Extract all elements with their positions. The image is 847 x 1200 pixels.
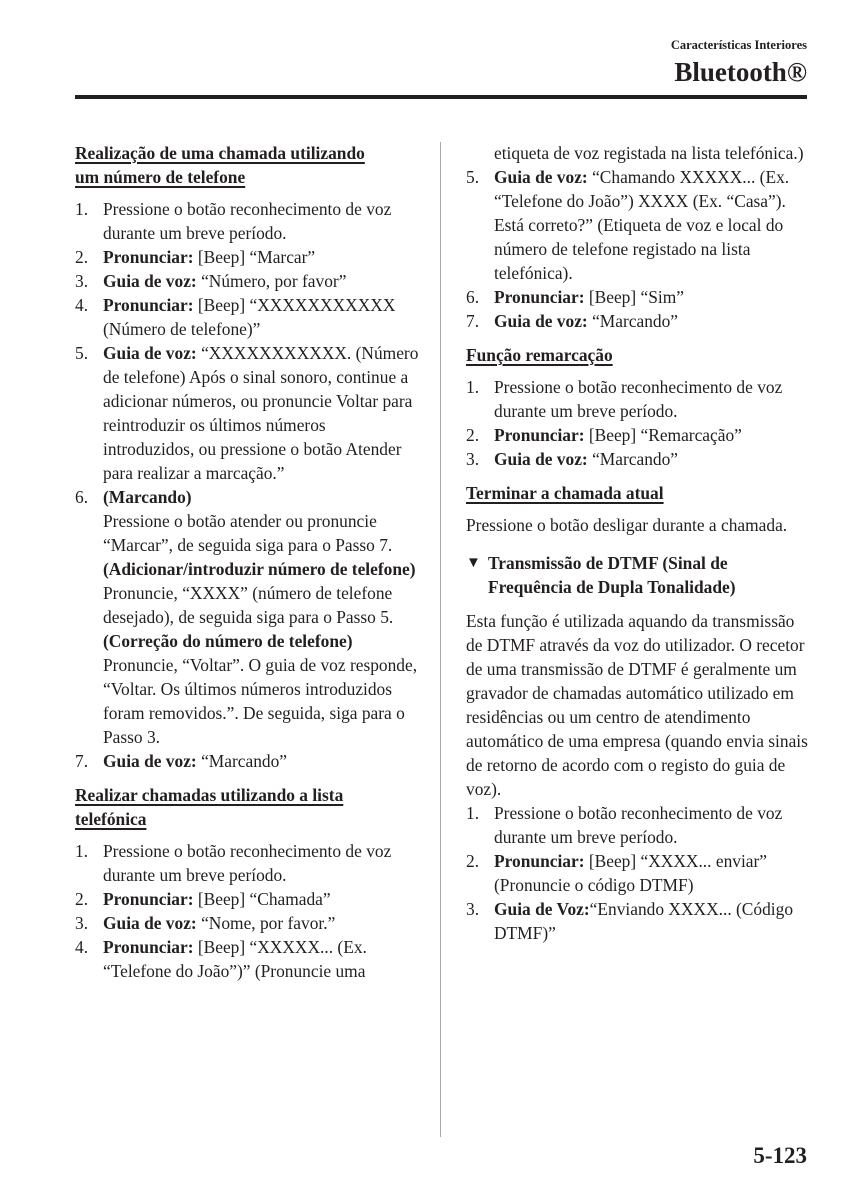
dtmf-paragraph: Esta função é utilizada aquando da transmissão de DTMF através da voz do utilizador. O recetor de uma transmissão de DTMF é geralmente um gravador de chamadas automático utilizado em residências ou um centro de atendimento automático de uma empresa (quando envia sinais de retorno de acordo com o registo do guia de voz). bbox=[466, 611, 808, 799]
list-item: 5. Guia de voz: “Chamando XXXXX... (Ex. “Telefone do João”) XXXX (Ex. “Casa”). Está correto?” (Etiqueta de voz e local do número de telefone registado na lista telefónica). bbox=[466, 167, 790, 283]
right-column bbox=[466, 141, 812, 945]
list-item: 7. Guia de voz: “Marcando” bbox=[466, 311, 679, 331]
list-item: 6. Pronunciar: [Beep] “Sim” bbox=[466, 287, 684, 307]
header-section-label: Características Interiores bbox=[670, 38, 807, 52]
list-item: 3. Guia de Voz:“Enviando XXXX... (Código DTMF)” bbox=[466, 899, 794, 943]
header-title: Bluetooth® bbox=[674, 57, 807, 87]
list-item: 4. Pronunciar: [Beep] “XXXXX... (Ex. “Telefone do João”)” (Pronuncie uma bbox=[75, 937, 367, 981]
section-heading-dtmf: ▼ Transmissão de DTMF (Sinal de Frequência de Dupla Tonalidade) bbox=[466, 553, 736, 597]
list-item: 3. Guia de voz: “Número, por favor” bbox=[75, 271, 347, 291]
list-item: 2. Pronunciar: [Beep] “Remarcação” bbox=[466, 425, 742, 445]
page-number: 5-123 bbox=[753, 1143, 807, 1168]
section-heading-phonebook: Realizar chamadas utilizando a lista telefónica bbox=[75, 785, 344, 829]
triangle-down-icon: ▼ bbox=[466, 555, 481, 571]
list-item: 1. Pressione o botão reconhecimento de voz durante um breve período. bbox=[466, 377, 783, 421]
section-heading-dial-number: Realização de uma chamada utilizando um número de telefone bbox=[75, 143, 365, 187]
list-item-continuation: etiqueta de voz registada na lista telefónica.) bbox=[494, 143, 804, 163]
list-item: 2. Pronunciar: [Beep] “Chamada” bbox=[75, 889, 331, 909]
list-item: 3. Guia de voz: “Marcando” bbox=[466, 449, 679, 469]
list-item: 7. Guia de voz: “Marcando” bbox=[75, 751, 288, 771]
list-item: 3. Guia de voz: “Nome, por favor.” bbox=[75, 913, 336, 933]
list-item: 5. Guia de voz: “XXXXXXXXXXX. (Número de telefone) Após o sinal sonoro, continue a adicionar números, ou pronuncie Voltar para reintroduzir os últimos números introduzidos, ou pressione o botão Atender para realizar a marcação.” bbox=[75, 343, 419, 483]
end-call-paragraph: Pressione o botão desligar durante a chamada. bbox=[466, 515, 788, 535]
list-item: 1. Pressione o botão reconhecimento de voz durante um breve período. bbox=[466, 803, 783, 847]
column-divider bbox=[440, 142, 441, 1137]
section-heading-end-call: Terminar a chamada atual bbox=[466, 483, 664, 503]
list-item-marcando: 6. (Marcando) Pressione o botão atender ou pronuncie “Marcar”, de seguida siga para o Passo 7. (Adicionar/introduzir número de telefone) Pronuncie, “XXXX” (número de telefone desejado), de seguida siga para o Passo 5. (Correção do número de telefone) Pronuncie, “Voltar”. O guia de voz responde, “Voltar. Os últimos números introduzidos foram removidos.”. De seguida, siga para o Passo 3. bbox=[75, 487, 418, 747]
header-rule bbox=[75, 95, 807, 99]
list-item: 4. Pronunciar: [Beep] “XXXXXXXXXXX (Número de telefone)” bbox=[75, 295, 396, 339]
left-column bbox=[75, 141, 420, 983]
list-item: 2. Pronunciar: [Beep] “Marcar” bbox=[75, 247, 316, 267]
section-heading-redial: Função remarcação bbox=[466, 345, 613, 365]
list-item: 1. Pressione o botão reconhecimento de voz durante um breve período. bbox=[75, 841, 392, 885]
list-item: 1. Pressione o botão reconhecimento de voz durante um breve período. bbox=[75, 199, 392, 243]
list-item: 2. Pronunciar: [Beep] “XXXX... enviar” (Pronuncie o código DTMF) bbox=[466, 851, 768, 895]
